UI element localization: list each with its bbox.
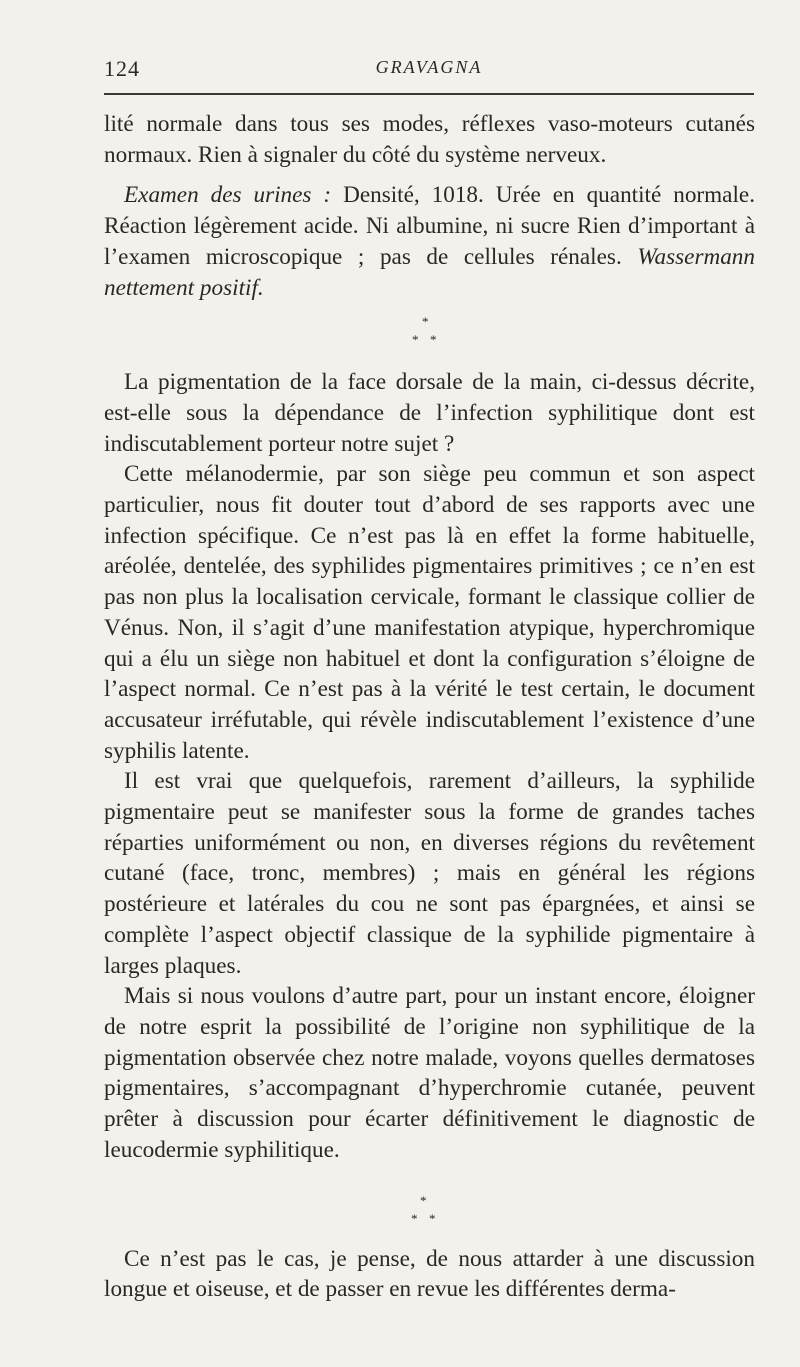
running-head: GRAVAGNA — [375, 57, 483, 77]
paragraph-syphilide: Il est vrai que quelquefois, rarement d’ailleurs, la syphilide pigmentaire peut se manifester sous la forme de grandes taches réparties uniformément ou non, en diverses régions du revêtement cutané (face, tronc, membres) ; mais en général les régions postérieure et latérales du cou ne sont pas épargnées, et ainsi se complète l’aspect objectif classique de la syphilide pigmentaire à larges plaques. — [104, 768, 755, 979]
section-separator — [104, 1180, 755, 1236]
urine-exam-heading: Examen des urines : — [124, 182, 332, 209]
paragraph-dermatoses: Mais si nous voulons d’autre part, pour un instant encore, éloigner de notre esprit la possibilité de l’origine non syphilitique de la pigmentation observée chez notre malade, voyons quelles dermatoses pigmentaires, s’accompagnant d’hyperchromie cutanée, peuvent prêter à discussion pour écarter définitivement le diagnostic de leucodermie syphilitique. — [104, 983, 755, 1163]
paragraph-discussion: Ce n’est pas le cas, je pense, de nous attarder à une discussion longue et oiseuse, et de passer en revue les différentes derma- — [104, 1245, 755, 1303]
page-number: 124 — [104, 56, 140, 81]
paragraph-question: La pigmentation de la face dorsale de la main, ci-dessus décrite, est-elle sous la dépendance de l’infection syphilitique dont est indiscutablement porteur notre sujet ? — [104, 369, 755, 457]
paragraph-urine-exam — [104, 180, 755, 303]
page-header — [104, 56, 754, 92]
wassermann-result: Wassermann nettement positif. — [104, 243, 755, 301]
paragraph-continuation: lité normale dans tous ses modes, réflexes vaso-moteurs cutanés normaux. Rien à signaler du côté du système nerveux. — [104, 111, 755, 168]
urine-exam-text: Densité, 1018. Urée en quantité normale. Réaction légèrement acide. Ni albumine, ni sucre Rien d’important à l’examen microscopique ; pas de cellules rénales. — [104, 182, 755, 270]
page-body — [104, 109, 755, 1305]
section-separator — [104, 307, 755, 361]
separator-star: * — [429, 1210, 436, 1226]
separator-star: * — [411, 1210, 418, 1226]
paragraph-melanodermie: Cette mélanodermie, par son siège peu commun et son aspect particulier, nous fit douter tout d’abord de ses rapports avec une infection spécifique. Ce n’est pas là en effet la forme habituelle, aréolée, dentelée, des syphilides pigmentaires primitives ; ce n’en est pas non plus la localisation cervicale, formant le classique collier de Vénus. Non, il s’agit d’une manifestation atypique, hyperchromique qui a élu un siège non habituel et dont la configuration s’éloigne de l’aspect normal. Ce n’est pas à la vérité le test certain, le document accusateur irréfutable, qui révèle indiscutablement l’existence d’une syphilis latente. — [104, 461, 755, 764]
separator-star: * — [420, 1192, 427, 1208]
separator-star: * — [422, 314, 429, 330]
separator-star: * — [430, 332, 437, 348]
separator-star: * — [412, 332, 419, 348]
header-rule — [104, 93, 754, 95]
